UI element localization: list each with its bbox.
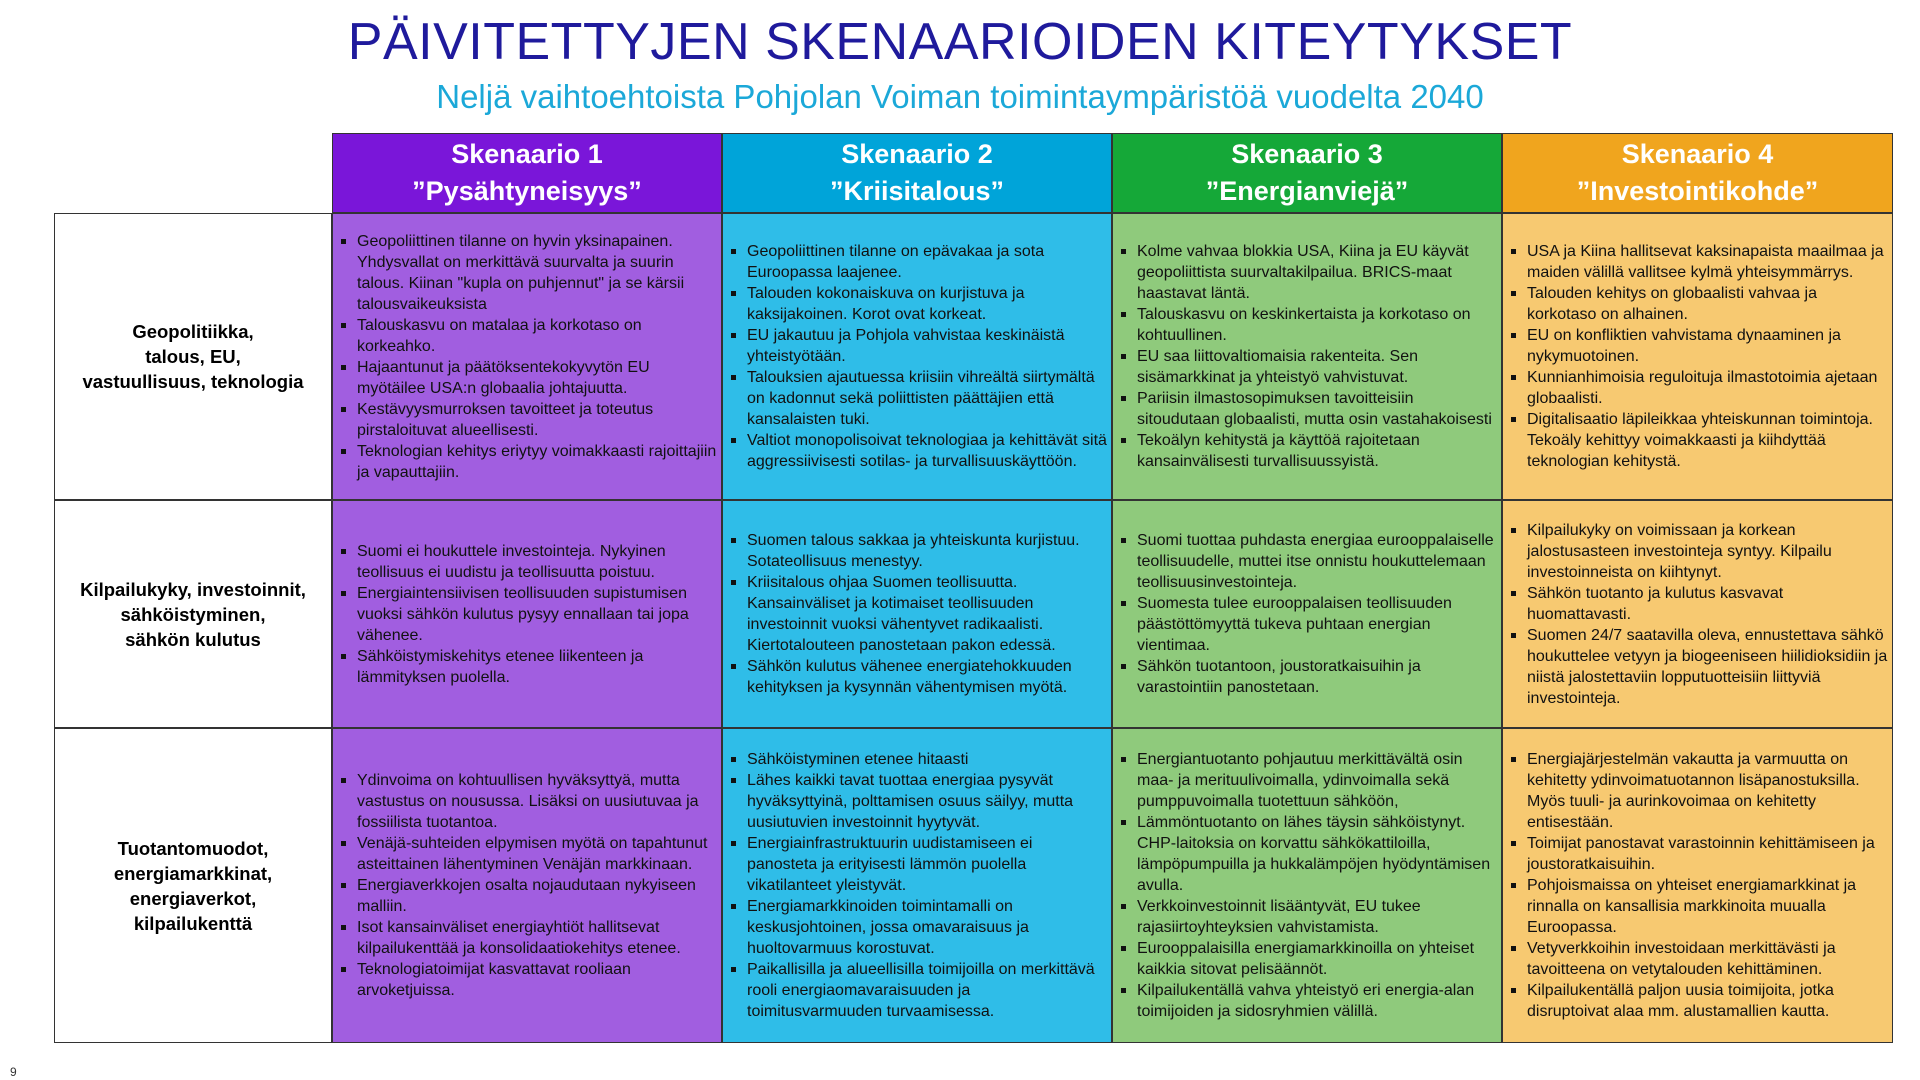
scenario-name: ”Kriisitalous”: [829, 176, 1005, 206]
row-label: [54, 500, 332, 728]
bullet-item: Kriisitalous ohjaa Suomen teollisuutta. Kansainväliset ja kotimaiset teollisuuden investoinnit vuoksi vähentyvet radikaalisti. Kiertotalouteen panostetaan pakon edessä.: [729, 572, 1107, 656]
bullet-item: Sähkön tuotantoon, joustoratkaisuihin ja varastointiin panostetaan.: [1119, 656, 1497, 698]
scenario-name: ”Investointikohde”: [1576, 176, 1819, 206]
bullet-list: [729, 749, 1107, 1022]
bullet-list: [1509, 520, 1888, 709]
bullet-item: Talouden kokonaiskuva on kurjistuva ja kaksijakoinen. Korot ovat korkeat.: [729, 283, 1107, 325]
scenario-header-4: [1502, 133, 1893, 213]
bullet-item: Venäjä-suhteiden elpymisen myötä on tapahtunut asteittainen lähentyminen Venäjän markkinaan.: [339, 833, 717, 875]
bullet-item: Lähes kaikki tavat tuottaa energiaa pysyvät hyväksyttyinä, polttamisen osuus säilyy, mutta uusiutuvien investoinnit hyytyvät.: [729, 770, 1107, 833]
bullet-item: Suomesta tulee eurooppalaisen teollisuuden päästöttömyyttä tukeva puhtaan energian vientimaa.: [1119, 593, 1497, 656]
scenario-label: Skenaario 1: [451, 139, 603, 169]
bullet-item: Teknologiatoimijat kasvattavat rooliaan arvoketjuissa.: [339, 959, 717, 1001]
bullet-item: Kolme vahvaa blokkia USA, Kiina ja EU käyvät geopoliittista suurvaltakilpailua. BRICS-maat haastavat läntä.: [1119, 241, 1497, 304]
bullet-item: Pohjoismaissa on yhteiset energiamarkkinat ja rinnalla on kansallisia markkinoita muualla Euroopassa.: [1509, 875, 1888, 938]
scenario-header-1: [332, 133, 722, 213]
table-corner: [54, 133, 332, 213]
bullet-item: Suomi tuottaa puhdasta energiaa eurooppalaiselle teollisuudelle, muttei itse onnistu houkuttelemaan teollisuusinvestointeja.: [1119, 530, 1497, 593]
bullet-list: [339, 770, 717, 1001]
scenario-header-3: [1112, 133, 1502, 213]
bullet-item: Teknologian kehitys eriytyy voimakkaasti rajoittajiin ja vapauttajiin.: [339, 441, 717, 483]
scenario-1-cell: [332, 728, 722, 1043]
scenario-3-cell: [1112, 500, 1502, 728]
bullet-item: Talouskasvu on matalaa ja korkotaso on korkeahko.: [339, 315, 717, 357]
bullet-item: Valtiot monopolisoivat teknologiaa ja kehittävät sitä aggressiivisesti sotilas- ja turvallisuuskäyttöön.: [729, 430, 1107, 472]
row-label-text: Geopolitiikka, talous, EU, vastuullisuus, teknologia: [82, 321, 304, 392]
scenario-1-cell: [332, 500, 722, 728]
bullet-item: Ydinvoima on kohtuullisen hyväksyttyä, mutta vastustus on nousussa. Lisäksi on uusiutuvaa ja fossiilista tuotantoa.: [339, 770, 717, 833]
scenario-2-cell: [722, 213, 1112, 500]
row-label-text: Tuotantomuodot, energiamarkkinat, energiaverkot, kilpailukenttä: [113, 837, 273, 934]
bullet-item: Energiaverkkojen osalta nojaudutaan nykyiseen malliin.: [339, 875, 717, 917]
bullet-item: USA ja Kiina hallitsevat kaksinapaista maailmaa ja maiden välillä vallitsee kylmä yhteisymmärrys.: [1509, 241, 1888, 283]
scenario-header-2: [722, 133, 1112, 213]
scenario-4-cell: [1502, 500, 1893, 728]
bullet-item: EU jakautuu ja Pohjola vahvistaa keskinäistä yhteistyötään.: [729, 325, 1107, 367]
bullet-item: Suomen 24/7 saatavilla oleva, ennustettava sähkö houkuttelee vetyyn ja biogeeniseen hiilidioksidiin ja niistä jalostettaviin lopputuotteisiin liittyviä investointeja.: [1509, 625, 1888, 709]
row-label: [54, 213, 332, 500]
bullet-list: [339, 541, 717, 688]
page-title: PÄIVITETTYJEN SKENAARIOIDEN KITEYTYKSET: [347, 13, 1573, 71]
bullet-item: EU on konfliktien vahvistama dynaaminen ja nykymuotoinen.: [1509, 325, 1888, 367]
scenario-label: Skenaario 4: [1621, 139, 1774, 169]
bullet-item: Paikallisilla ja alueellisilla toimijoilla on merkittävä rooli energiaomavaraisuuden ja toimitusvarmuuden turvaamisessa.: [729, 959, 1107, 1022]
bullet-item: Toimijat panostavat varastoinnin kehittämiseen ja joustoratkaisuihin.: [1509, 833, 1888, 875]
bullet-item: Pariisin ilmastosopimuksen tavoitteisiin sitoudutaan globaalisti, mutta osin vastahakoisesti: [1119, 388, 1497, 430]
bullet-item: Kilpailukyky on voimissaan ja korkean jalostusasteen investointeja syntyy. Kilpailu investoinneista on kiihtynyt.: [1509, 520, 1888, 583]
bullet-item: Kestävyysmurroksen tavoitteet ja toteutus pirstaloituvat alueellisesti.: [339, 399, 717, 441]
bullet-list: [729, 530, 1107, 698]
page-subtitle: Neljä vaihtoehtoista Pohjolan Voiman toimintaympäristöä vuodelta 2040: [436, 78, 1484, 115]
bullet-list: [1509, 749, 1888, 1022]
page-number: 9: [10, 1065, 17, 1079]
bullet-item: Kilpailukentällä vahva yhteistyö eri energia-alan toimijoiden ja sidosryhmien välillä.: [1119, 980, 1497, 1022]
bullet-item: Talouden kehitys on globaalisti vahvaa ja korkotaso on alhainen.: [1509, 283, 1888, 325]
bullet-item: Energiajärjestelmän vakautta ja varmuutta on kehitetty ydinvoimatuotannon lisäpanostuksilla. Myös tuuli- ja aurinkovoimaa on kehitetty entisestään.: [1509, 749, 1888, 833]
scenario-label: Skenaario 3: [1231, 139, 1383, 169]
bullet-list: [1119, 530, 1497, 698]
bullet-item: Sähkön kulutus vähenee energiatehokkuuden kehityksen ja kysynnän vähentymisen myötä.: [729, 656, 1107, 698]
bullet-item: Suomi ei houkuttele investointeja. Nykyinen teollisuus ei uudistu ja teollisuutta poistuu.: [339, 541, 717, 583]
bullet-item: Suomen talous sakkaa ja yhteiskunta kurjistuu. Sotateollisuus menestyy.: [729, 530, 1107, 572]
bullet-list: [1119, 241, 1497, 472]
bullet-item: Hajaantunut ja päätöksentekokyvytön EU myötäilee USA:n globaalia johtajuutta.: [339, 357, 717, 399]
bullet-item: EU saa liittovaltiomaisia rakenteita. Sen sisämarkkinat ja yhteistyö vahvistuvat.: [1119, 346, 1497, 388]
bullet-item: Energiantuotanto pohjautuu merkittävältä osin maa- ja merituulivoimalla, ydinvoimalla sekä pumppuvoimalla tuotettuun sähköön,: [1119, 749, 1497, 812]
row-label-text: Kilpailukyky, investoinnit, sähköistyminen, sähkön kulutus: [80, 578, 306, 650]
bullet-item: Vetyverkkoihin investoidaan merkittävästi ja tavoitteena on vetytalouden kehittäminen.: [1509, 938, 1888, 980]
scenario-table: [54, 133, 1893, 1043]
bullet-item: Kilpailukentällä paljon uusia toimijoita, jotka disruptoivat alaa mm. alustamallien kautta.: [1509, 980, 1888, 1022]
bullet-item: Talouskasvu on keskinkertaista ja korkotaso on kohtuullinen.: [1119, 304, 1497, 346]
bullet-item: Verkkoinvestoinnit lisääntyvät, EU tukee rajasiirtoyhteyksien vahvistamista.: [1119, 896, 1497, 938]
bullet-item: Sähköistymiskehitys etenee liikenteen ja lämmityksen puolella.: [339, 646, 717, 688]
bullet-item: Talouksien ajautuessa kriisiin vihreältä siirtymältä on kadonnut sekä poliittisten päättäjien että kansalaisten tuki.: [729, 367, 1107, 430]
bullet-item: Kunnianhimoisia reguloituja ilmastotoimia ajetaan globaalisti.: [1509, 367, 1888, 409]
bullet-item: Geopoliittinen tilanne on hyvin yksinapainen. Yhdysvallat on merkittävä suurvalta ja suurin talous. Kiinan "kupla on puhjennut" ja se kärsii talousvaikeuksista: [339, 231, 717, 315]
scenario-4-cell: [1502, 728, 1893, 1043]
bullet-item: Sähköistyminen etenee hitaasti: [729, 749, 1107, 770]
bullet-item: Tekoälyn kehitystä ja käyttöä rajoitetaan kansainvälisesti turvallisuussyistä.: [1119, 430, 1497, 472]
scenario-3-cell: [1112, 213, 1502, 500]
scenario-label: Skenaario 2: [841, 139, 993, 169]
bullet-item: Energiamarkkinoiden toimintamalli on keskusjohtoinen, jossa omavaraisuus ja huoltovarmuus korostuvat.: [729, 896, 1107, 959]
bullet-list: [1119, 749, 1497, 1022]
bullet-item: Lämmöntuotanto on lähes täysin sähköistynyt. CHP-laitoksia on korvattu sähkökattiloilla, lämpöpumpuilla ja hukkalämpöjen hyödyntämisen avulla.: [1119, 812, 1497, 896]
scenario-name: ”Pysähtyneisyys”: [412, 176, 642, 206]
scenario-4-cell: [1502, 213, 1893, 500]
scenario-2-cell: [722, 728, 1112, 1043]
bullet-list: [1509, 241, 1888, 472]
scenario-name: ”Energianviejä”: [1205, 176, 1409, 206]
bullet-item: Isot kansainväliset energiayhtiöt hallitsevat kilpailukenttää ja konsolidaatiokehitys etenee.: [339, 917, 717, 959]
row-label: [54, 728, 332, 1043]
bullet-item: Geopoliittinen tilanne on epävakaa ja sota Euroopassa laajenee.: [729, 241, 1107, 283]
bullet-list: [729, 241, 1107, 472]
scenario-3-cell: [1112, 728, 1502, 1043]
bullet-item: Energiainfrastruktuurin uudistamiseen ei panosteta ja erityisesti lämmön puolella vikatilanteet yleistyvät.: [729, 833, 1107, 896]
scenario-1-cell: [332, 213, 722, 500]
bullet-item: Digitalisaatio läpileikkaa yhteiskunnan toimintoja. Tekoäly kehittyy voimakkaasti ja kiihdyttää teknologian kehitystä.: [1509, 409, 1888, 472]
bullet-item: Sähkön tuotanto ja kulutus kasvavat huomattavasti.: [1509, 583, 1888, 625]
bullet-list: [339, 231, 717, 483]
scenario-2-cell: [722, 500, 1112, 728]
bullet-item: Eurooppalaisilla energiamarkkinoilla on yhteiset kaikkia sitovat pelisäännöt.: [1119, 938, 1497, 980]
bullet-item: Energiaintensiivisen teollisuuden supistumisen vuoksi sähkön kulutus pysyy ennallaan tai jopa vähenee.: [339, 583, 717, 646]
